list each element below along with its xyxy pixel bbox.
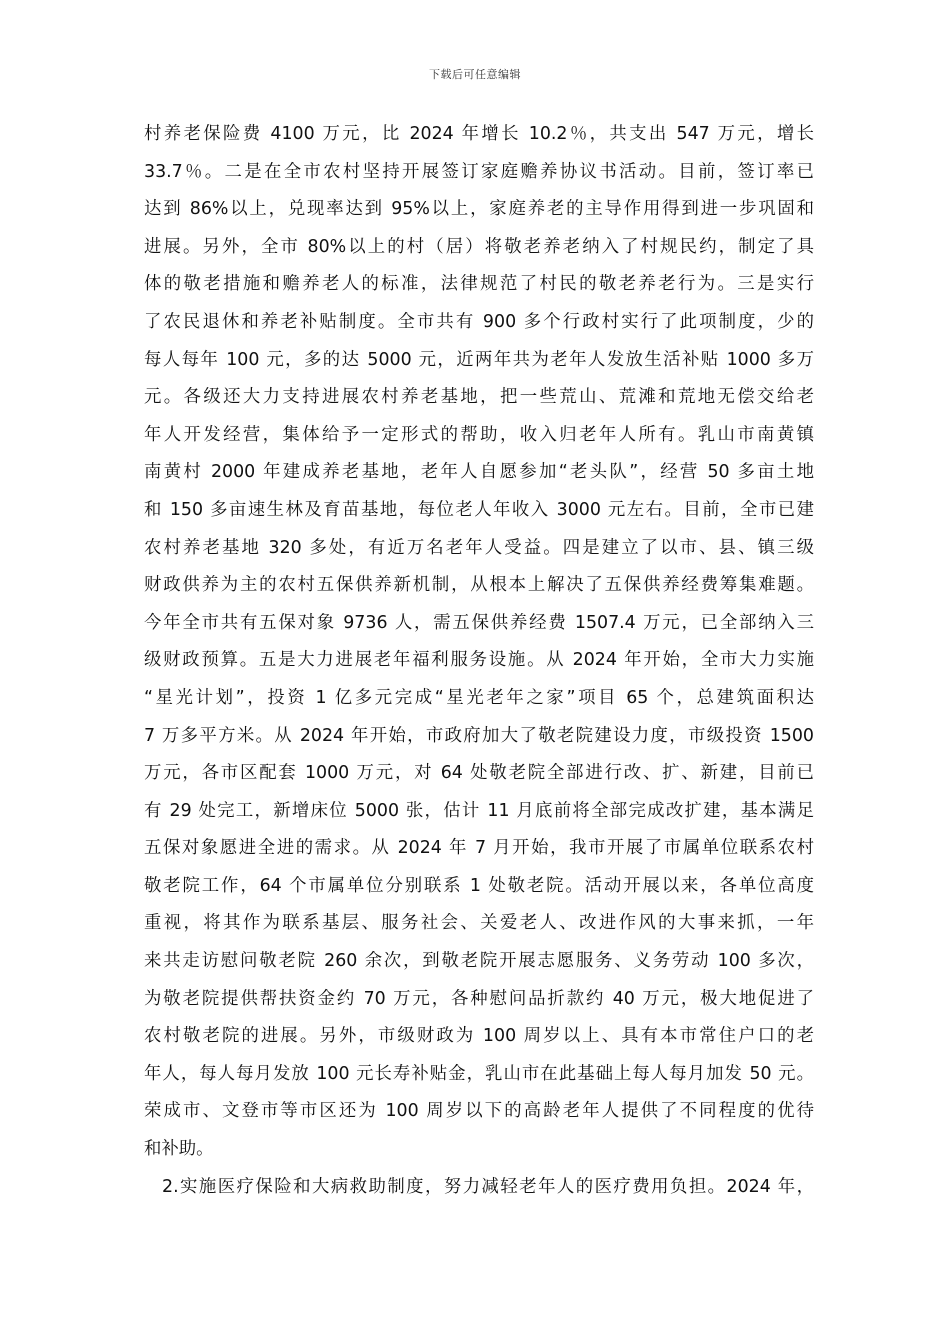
body-line: 年人开发经营，集体给予一定形式的帮助，收入归老年人所有。乳山市南黄镇 <box>144 424 814 445</box>
body-line: 和 150 多亩速生林及育苗基地，每位老人年收入 3000 元左右。目前，全市已建 <box>144 499 814 520</box>
body-line: 村养老保险费 4100 万元，比 2024 年增长 10.2％，共支出 547 万元，增长 <box>144 124 814 144</box>
body-line: 元。各级还大力支持进展农村养老基地，把一些荒山、荒滩和荒地无偿交给老 <box>144 387 814 408</box>
body-line: 进展。另外，全市 80%以上的村（居）将敬老养老纳入了村规民约，制定了具 <box>144 236 814 257</box>
body-line: 体的敬老措施和赡养老人的标准，法律规范了村民的敬老养老行为。三是实行 <box>144 274 814 295</box>
body-line: 和补助。 <box>144 1139 214 1160</box>
body-line: 五保对象愿进全进的需求。从 2024 年 7 月开始，我市开展了市属单位联系农村 <box>144 838 814 859</box>
body-line: 33.7％。二是在全市农村坚持开展签订家庭赡养协议书活动。目前，签订率已 <box>144 161 814 182</box>
body-line: 每人每年 100 元，多的达 5000 元，近两年共为老年人发放生活补贴 1000 多万 <box>144 349 814 370</box>
header-note: 下载后可任意编辑 <box>429 68 521 81</box>
body-line: 荣成市、文登市等市区还为 100 周岁以下的高龄老年人提供了不同程度的优待 <box>144 1101 814 1122</box>
body-line: 万元，各市区配套 1000 万元，对 64 处敬老院全部进行改、扩、新建，目前已 <box>144 763 814 784</box>
body-line: 农村养老基地 320 多处，有近万名老年人受益。四是建立了以市、县、镇三级 <box>144 537 814 558</box>
body-line: 年人，每人每月发放 100 元长寿补贴金，乳山市在此基础上每人每月加发 50 元。 <box>144 1063 814 1084</box>
body-line: “星光计划”，投资 1 亿多元完成“星光老年之家”项目 65 个，总建筑面积达 <box>144 687 814 708</box>
body-line: 了农民退休和养老补贴制度。全市共有 900 多个行政村实行了此项制度，少的 <box>144 311 814 332</box>
body-line: 为敬老院提供帮扶资金约 70 万元，各种慰问品折款约 40 万元，极大地促进了 <box>144 988 814 1009</box>
body-line: 7 万多平方米。从 2024 年开始，市政府加大了敬老院建设力度，市级投资 1500 <box>144 725 814 746</box>
body-line: 达到 86%以上，兑现率达到 95%以上，家庭养老的主导作用得到进一步巩固和 <box>144 199 814 220</box>
body-line: 来共走访慰问敬老院 260 余次，到敬老院开展志愿服务、义务劳动 100 多次， <box>144 951 814 972</box>
body-line: 南黄村 2000 年建成养老基地，老年人自愿参加“老头队”，经营 50 多亩土地 <box>144 462 814 483</box>
body-line: 重视，将其作为联系基层、服务社会、关爱老人、改进作风的大事来抓，一年 <box>144 913 814 934</box>
document-body <box>144 116 814 1206</box>
body-line: 农村敬老院的进展。另外，市级财政为 100 周岁以上、具有本市常住户口的老 <box>144 1026 814 1047</box>
body-line: 有 29 处完工，新增床位 5000 张，估计 11 月底前将全部完成改扩建，基本满足 <box>144 800 814 821</box>
section-heading-line: 2.实施医疗保险和大病救助制度，努力减轻老年人的医疗费用负担。2024 年， <box>162 1176 814 1197</box>
body-line: 今年全市共有五保对象 9736 人，需五保供养经费 1507.4 万元，已全部纳入三 <box>144 612 814 633</box>
body-line: 级财政预算。五是大力进展老年福利服务设施。从 2024 年开始，全市大力实施 <box>144 650 814 671</box>
body-line: 财政供养为主的农村五保供养新机制，从根本上解决了五保供养经费筹集难题。 <box>144 575 814 596</box>
body-line: 敬老院工作，64 个市属单位分别联系 1 处敬老院。活动开展以来，各单位高度 <box>144 875 814 896</box>
